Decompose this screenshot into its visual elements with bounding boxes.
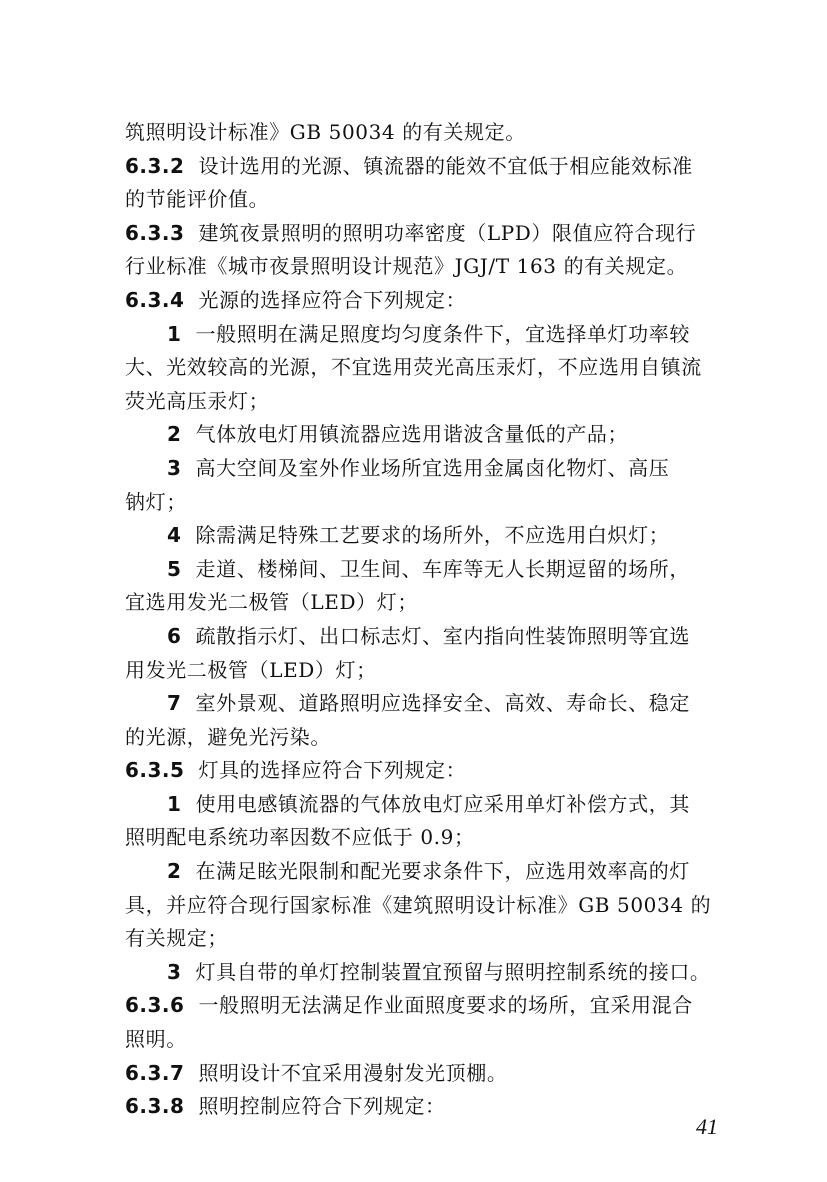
text-line xyxy=(125,519,740,553)
text-line xyxy=(125,654,740,688)
clause-number: 6.3.6 xyxy=(125,993,185,1018)
line-text: 筑照明设计标准》GB 50034 的有关规定。 xyxy=(125,120,526,144)
text-line xyxy=(125,385,740,419)
line-text: 照明设计不宜采用漫射发光顶棚。 xyxy=(198,1060,508,1085)
text-line xyxy=(125,553,740,587)
line-text: 的节能评价值。 xyxy=(125,187,270,212)
text-line xyxy=(125,989,740,1023)
list-item-number: 7 xyxy=(167,691,182,716)
text-line xyxy=(125,821,740,855)
line-text: 荧光高压汞灯； xyxy=(125,388,270,413)
list-item-number: 3 xyxy=(167,455,182,480)
line-text: 灯具的选择应符合下列规定： xyxy=(198,758,467,783)
clause-number: 6.3.3 xyxy=(125,220,185,245)
list-item-number: 2 xyxy=(167,422,182,447)
line-text: 行业标准《城市夜景照明设计规范》JGJ/T 163 的有关规定。 xyxy=(125,254,688,279)
text-line xyxy=(125,620,740,654)
line-text: 大、光效较高的光源，不宜选用荧光高压汞灯，不应选用自镇流 xyxy=(125,355,702,380)
text-line xyxy=(125,721,740,755)
line-text: 一般照明无法满足作业面照度要求的场所，宜采用混合 xyxy=(198,993,693,1018)
line-text: 照明。 xyxy=(125,1027,187,1052)
text-line xyxy=(125,1090,740,1124)
text-line xyxy=(125,351,740,385)
text-line xyxy=(125,452,740,486)
line-text: 具，并应符合现行国家标准《建筑照明设计标准》GB 50034 的 xyxy=(125,892,712,917)
text-line xyxy=(125,889,740,923)
document-body xyxy=(125,116,740,1124)
list-item-number: 3 xyxy=(167,959,182,984)
text-line xyxy=(125,183,740,217)
clause-number: 6.3.7 xyxy=(125,1060,185,1085)
line-text: 使用电感镇流器的气体放电灯应采用单灯补偿方式，其 xyxy=(195,791,690,816)
text-line xyxy=(125,855,740,889)
line-text: 宜选用发光二极管（LED）灯； xyxy=(125,590,418,615)
text-line xyxy=(125,1057,740,1091)
text-line xyxy=(125,754,740,788)
text-line xyxy=(125,150,740,184)
list-item-number: 5 xyxy=(167,556,182,581)
clause-number: 6.3.2 xyxy=(125,153,185,178)
text-line xyxy=(125,284,740,318)
line-text: 照明配电系统功率因数不应低于 0.9； xyxy=(125,825,475,850)
line-text: 走道、楼梯间、卫生间、车库等无人长期逗留的场所， xyxy=(195,556,690,581)
text-line xyxy=(125,250,740,284)
clause-number: 6.3.8 xyxy=(125,1094,185,1119)
text-line xyxy=(125,687,740,721)
page-number: 41 xyxy=(696,1114,718,1139)
line-text: 室外景观、道路照明应选择安全、高效、寿命长、稳定 xyxy=(195,691,690,716)
list-item-number: 6 xyxy=(167,623,182,648)
text-line xyxy=(125,788,740,822)
line-text: 设计选用的光源、镇流器的能效不宜低于相应能效标准 xyxy=(198,153,693,178)
list-item-number: 4 xyxy=(167,523,182,548)
list-item-number: 2 xyxy=(167,859,182,884)
line-text: 建筑夜景照明的照明功率密度（LPD）限值应符合现行 xyxy=(198,220,697,245)
clause-number: 6.3.4 xyxy=(125,287,185,312)
text-line xyxy=(125,956,740,990)
list-item-number: 1 xyxy=(167,321,182,346)
text-line xyxy=(125,116,740,150)
line-text: 除需满足特殊工艺要求的场所外，不应选用白炽灯； xyxy=(195,523,670,548)
clause-number: 6.3.5 xyxy=(125,758,185,783)
text-line xyxy=(125,586,740,620)
text-line xyxy=(125,418,740,452)
text-line xyxy=(125,217,740,251)
text-line xyxy=(125,922,740,956)
line-text: 钠灯； xyxy=(125,489,187,514)
line-text: 照明控制应符合下列规定： xyxy=(198,1094,446,1119)
text-line xyxy=(125,1023,740,1057)
line-text: 疏散指示灯、出口标志灯、室内指向性装饰照明等宜选 xyxy=(195,623,690,648)
list-item-number: 1 xyxy=(167,791,182,816)
line-text: 在满足眩光限制和配光要求条件下，应选用效率高的灯 xyxy=(195,859,690,884)
line-text: 的光源，避免光污染。 xyxy=(125,724,331,749)
line-text: 用发光二极管（LED）灯； xyxy=(125,657,377,682)
line-text: 一般照明在满足照度均匀度条件下，宜选择单灯功率较 xyxy=(195,321,690,346)
text-line xyxy=(125,486,740,520)
line-text: 高大空间及室外作业场所宜选用金属卤化物灯、高压 xyxy=(195,455,670,480)
line-text: 气体放电灯用镇流器应选用谐波含量低的产品； xyxy=(195,422,629,447)
line-text: 灯具自带的单灯控制装置宜预留与照明控制系统的接口。 xyxy=(195,959,711,984)
line-text: 有关规定； xyxy=(125,926,228,951)
text-line xyxy=(125,318,740,352)
line-text: 光源的选择应符合下列规定： xyxy=(198,287,467,312)
